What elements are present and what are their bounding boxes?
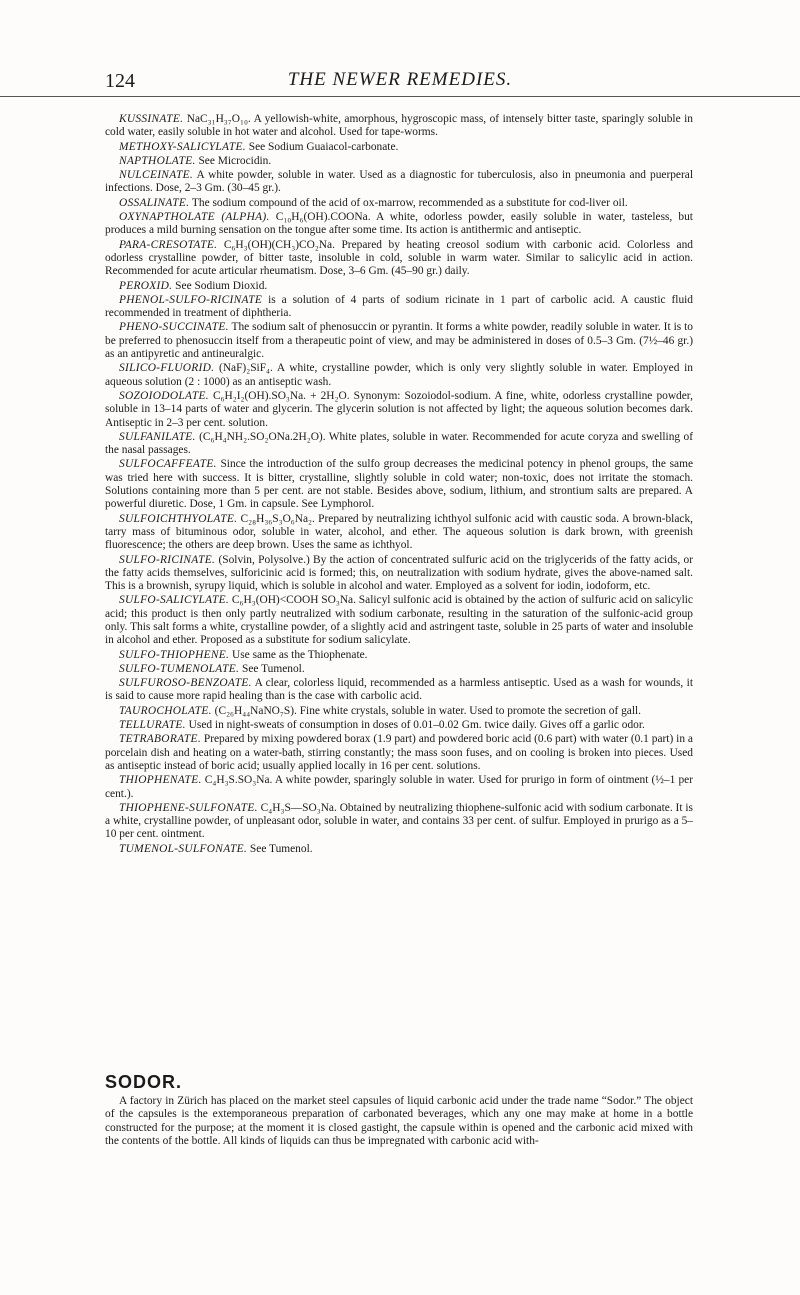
page-header: [0, 66, 800, 97]
entry-text: A clear, colorless liquid, recommended as a harmless antiseptic. Used as a wash for wounds, it is said to cause more rapid healing than is the case with carbolic acid.: [105, 677, 693, 703]
entry-term: SULFO-THIOPHENE.: [119, 648, 230, 661]
entry-term: PHENOL-SULFO-RICINATE: [119, 293, 263, 306]
entry-paragraph: [105, 554, 693, 594]
entry-term: SULFOICHTHYOLATE.: [119, 512, 238, 525]
entry-text: C₂₈H₃₆S₃O₆Na₂. Prepared by neutralizing ichthyol sulfonic acid with caustic soda. A brown-black, tarry mass of bituminous odor, soluble in water, alcohol, and ether. The aqueous solution is dark brown, with greenish fluorescence; the others are deep brown. Uses the same as ichthyol.: [105, 512, 693, 552]
entry-text: See Microcidin.: [195, 154, 272, 167]
entry-paragraph: [105, 719, 693, 732]
entry-paragraph: [105, 141, 693, 154]
entry-text: A white powder, soluble in water. Used as a diagnostic for tuberculosis, also in pneumonia and puerperal infections. Dose, 2–3 Gm. (30–45 gr.).: [105, 169, 693, 195]
entry-term: OXYNAPTHOLATE (ALPHA).: [119, 211, 270, 224]
entry-term: NULCEINATE.: [119, 169, 194, 182]
entry-text: (Solvin, Polysolve.) By the action of concentrated sulfuric acid on the triglycerids of the fatty acids, or the fatty acids themselves, sulforicinic acid is formed; this, on neutralization with sodium hydrate, gives the above-named salt. This is a brownish, syrupy liquid, which is soluble in alcohol and water. Employed as a solvent for iodin, iodoform, etc.: [105, 553, 693, 593]
entry-paragraph: [105, 649, 693, 662]
entry-paragraph: [105, 774, 693, 801]
running-title: THE NEWER REMEDIES.: [287, 69, 513, 90]
entry-term: NAPTHOLATE.: [119, 154, 196, 167]
entry-term: THIOPHENE-SULFONATE.: [119, 801, 258, 814]
entry-text: See Tumenol.: [239, 662, 305, 675]
entry-paragraph: [105, 197, 693, 210]
entry-term: PHENO-SUCCINATE.: [119, 321, 229, 334]
entry-paragraph: [105, 155, 693, 168]
section-paragraph: A factory in Zürich has placed on the market steel capsules of liquid carbonic acid under the trade name “Sodor.” The object of the capsules is the extemporaneous preparation of carbonated beverages, which any one may make at home in a bottle constructed for the purpose; at the moment it is closed gastight, the capsule within is opened and the carbonic acid mixed with the contents of the bottle. All kinds of liquids can thus be impregnated with carbonic acid with-: [105, 1095, 693, 1147]
entry-paragraph: [105, 321, 693, 361]
entry-paragraph: [105, 280, 693, 293]
entry-text: (NaF)₂SiF₄. A white, crystalline powder, which is only very slightly soluble in water. Employed in aqueous solution (2 : 1000) as an antiseptic wash.: [105, 362, 693, 388]
entry-text: C₄H₃S—SO₃Na. Obtained by neutralizing thiophene-sulfonic acid with sodium carbonate. It is a white, crystalline powder, of unpleasant odor, soluble in water, and contains 33 per cent. of sulfur. Employed in prurigo as a 5–10 per cent. ointment.: [105, 801, 693, 841]
entry-paragraph: [105, 663, 693, 676]
page-number: 124: [105, 70, 135, 92]
entry-text: Since the introduction of the sulfo group decreases the medicinal potency in phenol groups, the same was tried here with success. It is bitter, crystalline, slightly soluble in cold water; non-toxic, does not irritate the stomach. Solutions containing more than 5 per cent. are not stable. Besides above, sodium, lithium, and strontium salts are prepared. A powerful diuretic. Dose, 1 Gm. in capsule. See Lymphorol.: [105, 458, 693, 511]
entry-term: SULFO-SALICYLATE.: [119, 594, 230, 607]
entry-paragraph: [105, 113, 693, 140]
entry-term: SULFUROSO-BENZOATE.: [119, 677, 252, 690]
entry-term: SULFO-RICINATE.: [119, 553, 216, 566]
entry-text: The sodium compound of the acid of ox-marrow, recommended as a substitute for cod-liver oil.: [189, 196, 628, 209]
entry-paragraph: [105, 390, 693, 430]
entry-paragraph: [105, 594, 693, 647]
entry-term: SOZOIODOLATE.: [119, 389, 209, 402]
entry-paragraph: [105, 431, 693, 458]
entry-paragraph: [105, 705, 693, 718]
entry-text: C₄H₃S.SO₃Na. A white powder, sparingly soluble in water. Used for prurigo in form of ointment (½–1 per cent.).: [105, 774, 693, 800]
entry-text: C₁₀H₆(OH).COONa. A white, odorless powder, easily soluble in water, tasteless, but produces a mild burning sensation on the tongue after some time. Its action is antithermic and antiseptic.: [105, 211, 693, 237]
entry-text: Prepared by mixing powdered borax (1.9 part) and powdered boric acid (0.6 part) with water (0.1 part) in a porcelain dish and heating on a water-bath, stirring constantly; the mass soon fuses, and on cooling is broken into pieces. Used as antiseptic instead of boric acid; usually applied locally in 16 per cent. solutions.: [105, 733, 693, 772]
entry-term: TAUROCHOLATE.: [119, 704, 212, 717]
entry-paragraph: [105, 362, 693, 389]
entry-text: C₆H₃(OH)<COOH SO₃Na. Salicyl sulfonic acid is obtained by the action of sulfuric acid on salicylic acid; this product is then only partly neutralized with sodium carbonate, resulting in the saturation of the sulfonic-acid group only. This salt forms a white, crystalline powder, of a slightly acid and astringent taste, soluble in 25 parts of water and insoluble in alcohol and ether. Proposed as a substitute for sodium salicylate.: [105, 594, 693, 647]
entry-paragraph: [105, 513, 693, 553]
entry-text: C₆H₃(OH)(CH₃)CO₂Na. Prepared by heating creosol sodium with carbonic acid. Colorless and odorless crystalline powder, of bitter taste, insoluble in cold, soluble in warm water. Similar to salicylic acid in action. Recommended for acute articular rheumatism. Dose, 3–6 Gm. (45–90 gr.) daily.: [105, 238, 693, 278]
entry-paragraph: [105, 239, 693, 279]
entry-term: TELLURATE.: [119, 719, 186, 732]
entry-term: PEROXID.: [119, 279, 173, 292]
entry-text: See Sodium Guaiacol-carbonate.: [245, 140, 399, 153]
entry-text: (C₆H₄NH₂.SO₂ONa.2H₂O). White plates, soluble in water. Recommended for acute coryza and swelling of the nasal passages.: [105, 430, 693, 457]
entry-term: TETRABORATE.: [119, 733, 201, 746]
entry-term: SULFANILATE.: [119, 430, 196, 443]
entry-paragraph: [105, 211, 693, 238]
entry-term: THIOPHENATE.: [119, 774, 202, 787]
entry-paragraph: [105, 802, 693, 842]
entry-text: The sodium salt of phenosuccin or pyrantin. It forms a white powder, readily soluble in water. It is to be preferred to phenosuccin itself from a therapeutic point of view, and may be administered in doses of 0.5–3 Gm. (7½–46 gr.) as an antipyretic and antineuralgic.: [105, 321, 693, 361]
entry-term: OSSALINATE.: [119, 196, 190, 209]
entry-paragraph: [105, 843, 693, 856]
entry-text: Use same as the Thiophenate.: [229, 648, 368, 661]
entry-term: SILICO-FLUORID.: [119, 362, 215, 375]
entry-term: SULFOCAFFEATE.: [119, 458, 217, 471]
entry-paragraph: [105, 733, 693, 773]
entry-text: See Sodium Dioxid.: [172, 279, 268, 292]
entry-paragraph: [105, 458, 693, 511]
entry-paragraph: [105, 294, 693, 321]
entry-text: is a solution of 4 parts of sodium ricinate in 1 part of carbolic acid. A caustic fluid recommended in treatment of diphtheria.: [105, 293, 693, 320]
entry-text: C₆H₂I₂(OH).SO₃Na. + 2H₂O. Synonym: Sozoiodol-sodium. A fine, white, odorless crystalline powder, soluble in 13–14 parts of water and glycerin. The glycerin solution is not affected by light; the aqueous solution becomes dark. Antiseptic in 2–3 per cent. solution.: [105, 389, 693, 429]
entry-term: SULFO-TUMENOLATE.: [119, 662, 240, 675]
entry-text: See Tumenol.: [247, 842, 313, 855]
entry-term: METHOXY-SALICYLATE.: [119, 140, 246, 153]
section-heading: SODOR.: [105, 1072, 183, 1092]
entry-paragraph: [105, 169, 693, 196]
entry-term: PARA-CRESOTATE.: [119, 238, 218, 251]
entry-text: NaC₃₁H₃₇O₁₀. A yellowish-white, amorphous, hygroscopic mass, of intensely bitter taste, sparingly soluble in cold water, easily soluble in hot water and alcohol. Used for tape-worms.: [105, 113, 693, 139]
entry-list: [105, 113, 693, 857]
entry-text: Used in night-sweats of consumption in doses of 0.01–0.02 Gm. twice daily. Gives off a garlic odor.: [185, 719, 645, 732]
entry-term: TUMENOL-SULFONATE.: [119, 842, 248, 855]
entry-term: KUSSINATE.: [119, 113, 184, 125]
entry-text: (C₂₆H₄₄NaNO₇S). Fine white crystals, soluble in water. Used to promote the secretion of gall.: [211, 704, 642, 717]
entry-paragraph: [105, 677, 693, 704]
